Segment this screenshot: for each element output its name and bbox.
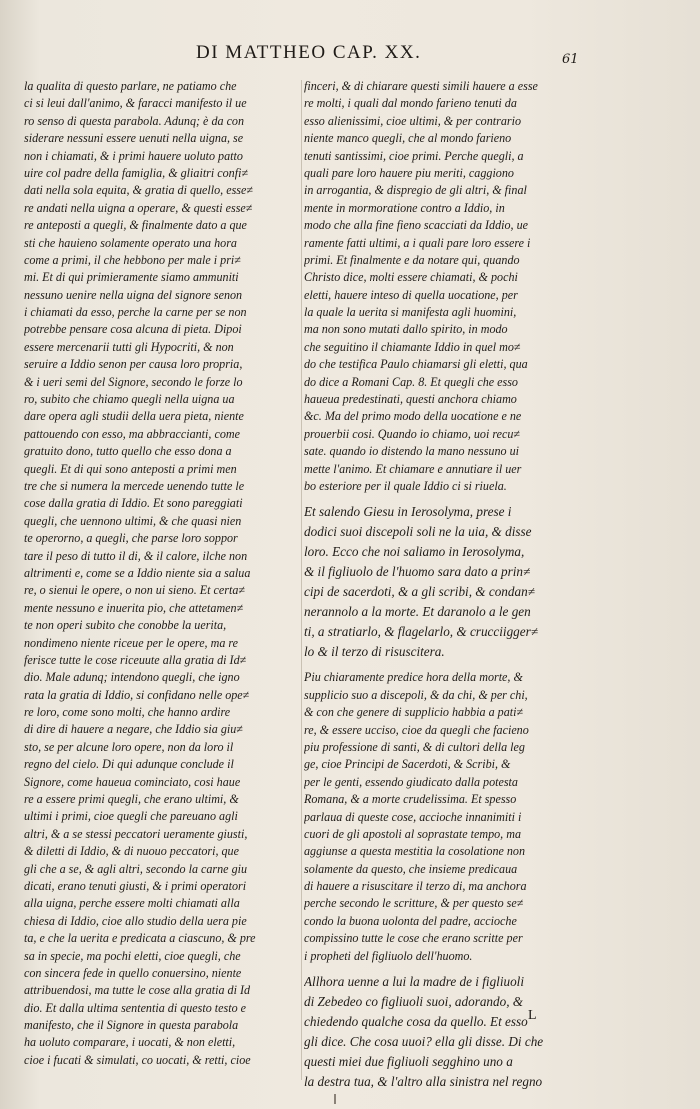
- text-line: supplicio suo a discepoli, & da chi, & per chi,: [304, 687, 528, 702]
- text-line: ge, cioe Principi de Sacerdoti, & Scribi, &: [304, 757, 511, 772]
- text-line: dio. Male adunq; intendono quegli, che igno: [24, 670, 240, 685]
- text-line: re molti, i quali dal mondo farieno tenuti da: [304, 96, 517, 111]
- text-line: Signore, come haueua cominciato, cosi haue: [24, 774, 241, 789]
- text-line: regno del cielo. Di qui adunque conclude il: [24, 757, 234, 772]
- text-line: uire col padre della famiglia, & gliaitri confi≠: [24, 165, 249, 180]
- catchword: L: [528, 1008, 537, 1023]
- text-line: ro, subito che chiamo quegli nella uigna ua: [24, 392, 235, 407]
- text-line: prouerbii cosi. Quando io chiamo, uoi recu≠: [304, 426, 521, 441]
- text-line: pattouendo con esso, ma abbraccianti, come: [24, 426, 240, 441]
- text-line: gli che a se, & agli altri, secondo la carne giu: [24, 861, 248, 876]
- text-line: cose dalla gratia di Iddio. Et sono pareggiati: [24, 496, 243, 511]
- running-title: DI MATTHEO CAP. XX.: [196, 42, 422, 63]
- text-line: nerannolo a la morte. Et daranolo a le gen: [304, 604, 531, 620]
- text-line: ma non sono mutati dallo spirito, in modo: [304, 322, 508, 337]
- text-line: perche secondo le scritture, & per questo se≠: [304, 896, 524, 911]
- text-line: aggiunse a questa mestitia la cosolatione non: [304, 844, 526, 859]
- text-line: attribuendosi, ma tutte le cose alla gratia di Id: [24, 983, 251, 998]
- text-line: mente nessuno e inuerita pio, che attetamen≠: [24, 600, 244, 615]
- text-line: Christo dice, molti essere chiamati, & pochi: [304, 270, 518, 285]
- page-header: [0, 42, 700, 72]
- text-line: solamente da questo, che insieme predicaua: [304, 861, 518, 876]
- text-line: modo che alla fine fieno scacciati da Iddio, ue: [304, 218, 529, 233]
- text-line: ferisce tutte le cose riceuute alla gratia di Id≠: [24, 652, 247, 667]
- text-line: la quale la uerita si manifesta agli huomini,: [304, 305, 517, 320]
- text-line: la destra tua, & l'altro alla sinistra nel regno: [304, 1074, 543, 1090]
- text-line: in arrogantia, & dispregio de gli altri, & final: [304, 183, 527, 198]
- text-line: quali pare loro hauere piu meriti, caggiono: [304, 165, 514, 180]
- text-line: chiedendo qualche cosa da quello. Et esso: [304, 1014, 528, 1030]
- text-line: quegli. Et di qui sono anteposti a primi men: [24, 461, 237, 476]
- text-line: tre che si numera la mercede uenendo tutte le: [24, 478, 245, 493]
- text-line: mi. Et di qui primieramente siamo ammuniti: [24, 270, 239, 285]
- text-line: ro senso di questa parabola. Adunq; è da con: [24, 113, 245, 128]
- text-line: i propheti del figliuolo dell'huomo.: [304, 948, 473, 963]
- text-line: do dice a Romani Cap. 8. Et quegli che esso: [304, 374, 518, 389]
- text-line: eletti, hauere inteso di quella uocatione, per: [304, 287, 518, 302]
- commentary-paragraph: [304, 669, 576, 965]
- text-line: & diletti di Iddio, & di nuouo peccatori, que: [24, 844, 239, 859]
- text-line: Allhora uenne a lui la madre de i figliuoli: [304, 974, 525, 990]
- text-line: piu professione di santi, & di cultori della leg: [304, 739, 525, 754]
- text-line: per le genti, essendo giudicato dalla potesta: [304, 774, 518, 789]
- text-line: mente in mormoratione contro a Iddio, in: [304, 200, 505, 215]
- text-line: sti che hauieno solamente operato una hora: [24, 235, 237, 250]
- text-line: ultimi i primi, cioe quegli che pareuano agli: [24, 809, 238, 824]
- text-line: alla uigna, perche essere molti chiamati alla: [24, 896, 240, 911]
- text-line: nessuno uenire nella uigna del signore senon: [24, 287, 243, 302]
- text-line: quegli, che uennono ultimi, & che quasi nien: [24, 513, 242, 528]
- text-line: re, o sienui le opere, o non ui sieno. Et certa≠: [24, 583, 246, 598]
- text-line: loro. Ecco che noi saliamo in Ierosolyma,: [304, 544, 525, 560]
- text-line: &c. Ma del primo modo della uocatione e ne: [304, 409, 522, 424]
- text-line: con sincera fede in quello conuersino, niente: [24, 965, 242, 980]
- text-line: & con che genere di supplicio habbia a pati≠: [304, 705, 524, 720]
- text-line: manifesto, che il Signore in questa parabola: [24, 1018, 239, 1033]
- text-line: re loro, come sono molti, che hanno ardire: [24, 705, 231, 720]
- text-line: ha uoluto comparare, i uocati, & non eletti,: [24, 1035, 236, 1050]
- text-line: non i chiamati, & i primi hauere uoluto patto: [24, 148, 243, 163]
- text-line: siderare nessuni essere uenuti nella uigna, se: [24, 131, 244, 146]
- column-divider: [301, 80, 302, 1080]
- text-line: mette l'animo. Et chiamare e annutiare il uer: [304, 461, 522, 476]
- text-line: essere mercenarii tutti gli Hypocriti, & non: [24, 339, 234, 354]
- text-line: esso alienissimi, cioe ultimi, & per contrario: [304, 113, 522, 128]
- text-line: dare opera agli studii della uera pieta, niente: [24, 409, 244, 424]
- text-line: compissino tutte le cose che erano scritte per: [304, 931, 523, 946]
- text-line: rata la gratia di Iddio, si confidano nelle ope≠: [24, 687, 250, 702]
- text-line: tare il peso di tutto il di, & il calore, ilche non: [24, 548, 248, 563]
- text-line: te non operi subito che conobbe la uerita,: [24, 618, 227, 633]
- text-line: tenuti santissimi, cioe primi. Perche quegli, a: [304, 148, 524, 163]
- text-line: dati nella sola equita, & gratia di quello, esse≠: [24, 183, 254, 198]
- text-line: re andati nella uigna a operare, & questi esse≠: [24, 200, 253, 215]
- text-line: bo esteriore per il quale Iddio ci si riuela.: [304, 478, 507, 493]
- text-line: ramente fatti ultimi, a i quali pare loro essere i: [304, 235, 531, 250]
- text-line: seruire a Iddio senon per causa loro propria,: [24, 357, 243, 372]
- text-line: ta, e che la uerita e predicata a ciascuno, & pre: [24, 931, 256, 946]
- text-line: nondimeno niente riceue per le opere, ma re: [24, 635, 239, 650]
- text-line: sto, se per alcune loro opere, non da loro il: [24, 739, 234, 754]
- text-line: & il figliuolo de l'huomo sara dato a prin≠: [304, 564, 531, 580]
- text-line: di dire di hauere a negare, che Iddio sia giu≠: [24, 722, 243, 737]
- text-line: Et salendo Giesu in Ierosolyma, prese i: [304, 504, 512, 520]
- text-line: gli dice. Che cosa uuoi? ella gli disse. Di che: [304, 1034, 544, 1050]
- text-line: dio. Et dalla ultima sententia di questo testo e: [24, 1000, 247, 1015]
- text-line: altrimenti e, come se a Iddio niente sia a salua: [24, 565, 251, 580]
- scripture-verse: [304, 502, 576, 662]
- text-line: i chiamati da esso, perche la carne per se non: [24, 305, 247, 320]
- text-line: sate. quando io distendo la mano nessuno ui: [304, 444, 519, 459]
- text-line: do che testifica Paulo chiamarsi gli eletti, qua: [304, 357, 528, 372]
- page-mark: [334, 1094, 336, 1104]
- text-line: chiesa di Iddio, cioe allo studio della uera pie: [24, 913, 247, 928]
- commentary-paragraph: [304, 78, 576, 495]
- text-line: cipi de sacerdoti, & a gli scribi, & condan≠: [304, 584, 535, 600]
- text-line: altri, & a se stessi peccatori ueramente giusti,: [24, 826, 248, 841]
- text-line: dicati, erano tenuti giusti, & i primi operatori: [24, 878, 247, 893]
- text-line: Romana, & a morte crudelissima. Et spesso: [304, 792, 517, 807]
- text-line: re a essere primi quegli, che erano ultimi, &: [24, 792, 239, 807]
- text-line: dodici suoi discepoli soli ne la uia, & disse: [304, 524, 532, 540]
- text-line: sa in specie, ma pochi eletti, cioe quegli, che: [24, 948, 241, 963]
- text-line: re anteposti a quegli, & finalmente dato a que: [24, 218, 247, 233]
- text-line: niente manco quegli, che al mondo farieno: [304, 131, 512, 146]
- text-line: & i ueri semi del Signore, secondo le forze lo: [24, 374, 243, 389]
- text-line: cuori de gli apostoli al soprastate tempo, ma: [304, 826, 522, 841]
- text-line: che seguitino il chiamante Iddio in quel mo≠: [304, 339, 521, 354]
- text-line: condo la buona uolonta del padre, accioche: [304, 913, 517, 928]
- text-line: potrebbe pensare cosa alcuna di pieta. Dipoi: [24, 322, 242, 337]
- text-line: finceri, & di chiarare questi simili hauere a esse: [304, 79, 538, 93]
- text-line: te operorno, a quegli, che parse loro soppor: [24, 531, 238, 546]
- text-line: ti, a stratiarlo, & flagelarlo, & crucciigger≠: [304, 624, 538, 640]
- text-line: la qualita di questo parlare, ne patiamo che: [24, 79, 237, 93]
- text-line: gratuito dono, tutto quello che esso dona a: [24, 444, 232, 459]
- right-column: [304, 78, 576, 1099]
- text-line: questi miei due figliuoli segghino uno a: [304, 1054, 513, 1070]
- text-line: ci si leui dall'animo, & faracci manifesto il ue: [24, 96, 247, 111]
- text-line: re, & essere ucciso, cioe da quegli che facieno: [304, 722, 529, 737]
- text-line: di Zebedeo co figliuoli suoi, adorando, &: [304, 994, 524, 1010]
- text-line: lo & il terzo di risuscitera.: [304, 644, 445, 660]
- text-line: haueua predestinati, questi anchora chiamo: [304, 392, 517, 407]
- folio-number: 61: [562, 52, 579, 67]
- text-line: cioe i fucati & simulati, co uocati, & retti, cioe: [24, 1052, 251, 1067]
- text-line: primi. Et finalmente e da notare qui, quando: [304, 252, 520, 267]
- text-line: Piu chiaramente predice hora della morte, &: [304, 670, 523, 685]
- left-column: [24, 78, 296, 1069]
- text-line: di hauere a risuscitare il terzo di, ma anchora: [304, 879, 527, 894]
- text-line: come a primi, il che hebbono per male i pri≠: [24, 252, 241, 267]
- scripture-verse: [304, 972, 576, 1092]
- text-line: parlaua di queste cose, accioche innanimiti i: [304, 809, 522, 824]
